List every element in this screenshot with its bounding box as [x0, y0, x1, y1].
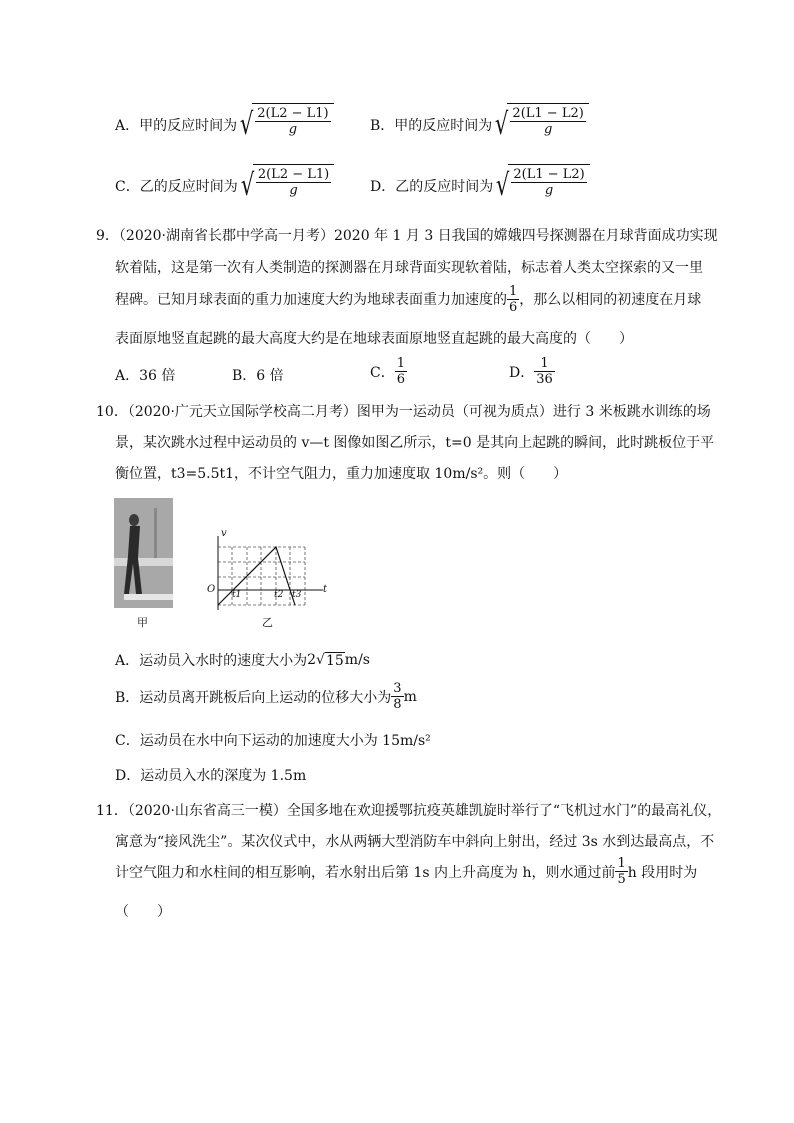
diver-photo — [114, 498, 173, 608]
q8-option-c-label: C．乙的反应时间为 — [115, 179, 238, 195]
fraction — [391, 681, 403, 712]
fraction-denominator: 6 — [509, 300, 518, 315]
q8-option-c — [115, 164, 334, 208]
q9-option-a: A．36 倍 — [115, 368, 176, 384]
q8-option-d-label: D．乙的反应时间为 — [370, 179, 494, 195]
axis-label-v: v — [221, 528, 227, 539]
tick-t2: t2 — [274, 590, 284, 600]
fraction-denominator: g — [288, 122, 298, 137]
q10-option-c: C．运动员在水中向下运动的加速度大小为 15m/s² — [115, 733, 431, 749]
q11-line-4: （ ） — [115, 904, 171, 920]
q10-option-b-label: B．运动员离开跳板后向上运动的位移大小为 — [115, 689, 392, 706]
fraction-numerator: 3 — [393, 681, 402, 696]
q9-line-2: 软着陆，这是第一次有人类制造的探测器在月球背面实现软着陆，标志着人类太空探索的又一里 — [115, 260, 703, 276]
fraction — [534, 356, 555, 387]
q10-option-d: D．运动员入水的深度为 1.5m — [115, 768, 307, 784]
q10-line-3: 衡位置，t3=5.5t1，不计空气阻力，重力加速度取 10m/s²。则（ ） — [115, 466, 568, 482]
sqrt-sign: √ — [316, 652, 325, 668]
sqrt-expression: √ $\frac{2(L2 - L1)}{g}$ — [238, 164, 335, 208]
tick-t1: t1 — [232, 590, 242, 600]
fraction-numerator: 2(L2 − L1) — [257, 167, 330, 182]
q8-option-a-label: A．甲的反应时间为 — [115, 118, 238, 134]
figure-jia-caption: 甲 — [137, 616, 148, 629]
tick-t3: t3 — [292, 590, 302, 600]
q8-option-a — [115, 103, 334, 147]
fraction-denominator: 36 — [536, 372, 553, 387]
fraction-numerator: 1 — [509, 284, 518, 299]
fraction — [507, 284, 519, 315]
fraction-denominator: g — [543, 122, 553, 137]
q9-option-d — [509, 356, 555, 387]
q9-line-3-text: 程碑。已知月球表面的重力加速度大约为地球表面重力加速度的 — [115, 291, 507, 308]
unit: m/s — [344, 652, 370, 668]
q9-option-d-label: D． — [509, 364, 535, 381]
vt-graph — [205, 530, 335, 610]
q8-option-b-label: B．甲的反应时间为 — [370, 118, 493, 134]
fraction-numerator: 1 — [617, 856, 626, 871]
vt-line — [218, 547, 295, 605]
q11-line-3-text: 计空气阻力和水柱间的相互影响，若水射出后第 1s 内上升高度为 h，则水通过前 — [115, 864, 616, 881]
fraction — [256, 167, 331, 198]
fraction-numerator: 1 — [396, 356, 405, 371]
diver-photo-illustration — [114, 498, 173, 608]
q10-line-1: 10．（2020·广元天立国际学校高二月考）图甲为一运动员（可视为质点）进行 3 米板跳水训练的场 — [96, 404, 711, 420]
fraction — [395, 356, 407, 387]
vt-graph-svg — [205, 530, 335, 610]
fraction-denominator: 5 — [617, 872, 626, 887]
axis-label-o: O — [207, 584, 216, 595]
q10-option-b — [115, 681, 417, 712]
q10-line-2: 景，某次跳水过程中运动员的 v—t 图像如图乙所示，t=0 是其向上起跳的瞬间，此时跳板位于平 — [115, 435, 715, 451]
fraction-numerator: 2(L1 − L2) — [513, 167, 585, 182]
sqrt-radicand: 15 — [325, 652, 344, 669]
fraction-numerator: 1 — [534, 356, 555, 372]
sqrt-expression: √ $\frac{2(L1 - L2)}{g}$ — [493, 164, 590, 208]
axis-label-t: t — [323, 584, 328, 595]
fraction — [511, 167, 586, 198]
q9-option-c-label: C． — [370, 364, 395, 381]
figure-yi-caption: 乙 — [262, 616, 273, 629]
fraction-numerator: 2(L2 − L1) — [257, 106, 329, 121]
q9-line-3-text-post: ，那么以相同的初速度在月球 — [519, 291, 702, 308]
unit: m — [403, 688, 417, 705]
fraction-numerator: 2(L1 − L2) — [512, 106, 584, 121]
q9-option-b: B．6 倍 — [232, 368, 284, 384]
q8-option-d — [370, 164, 590, 208]
q11-line-2: 寓意为“接风洗尘”。某次仪式中，水从两辆大型消防车中斜向上射出，经过 3s 水到达最高点，不 — [115, 834, 715, 850]
sqrt-coefficient: 2 — [307, 652, 317, 668]
q11-line-3 — [115, 856, 697, 887]
q11-line-1: 11．（2020·山东省高三一模）全国多地在欢迎援鄂抗疫英雄凯旋时举行了“飞机过水门”的最高礼仪， — [96, 803, 722, 819]
q8-option-b — [370, 103, 589, 147]
fraction — [510, 106, 585, 137]
q9-line-1: 9．（2020·湖南省长郡中学高一月考）2020 年 1 月 3 日我国的嫦娥四号探测器在月球背面成功实现 — [96, 228, 718, 244]
fraction — [255, 106, 330, 137]
q10-option-a-label: A．运动员入水时的速度大小为 — [115, 653, 308, 669]
sqrt-expression: √ $\frac{2(L1 - L2)}{g}$ — [492, 103, 589, 147]
fraction-denominator: g — [544, 183, 554, 198]
q10-option-a — [115, 650, 370, 670]
fraction-denominator: 8 — [393, 697, 402, 712]
fraction-denominator: g — [289, 183, 298, 198]
q9-option-c — [370, 356, 407, 387]
fraction-denominator: 6 — [396, 372, 405, 387]
q9-line-3 — [115, 284, 701, 315]
sqrt-expression: √ $\frac{2(L2 - L1)}{g}$ — [237, 103, 334, 147]
q11-line-3-text-post: h 段用时为 — [627, 864, 698, 881]
q9-line-4: 表面原地竖直起跳的最大高度大约是在地球表面原地竖直起跳的最大高度的（ ） — [115, 331, 633, 347]
fraction — [615, 856, 627, 887]
